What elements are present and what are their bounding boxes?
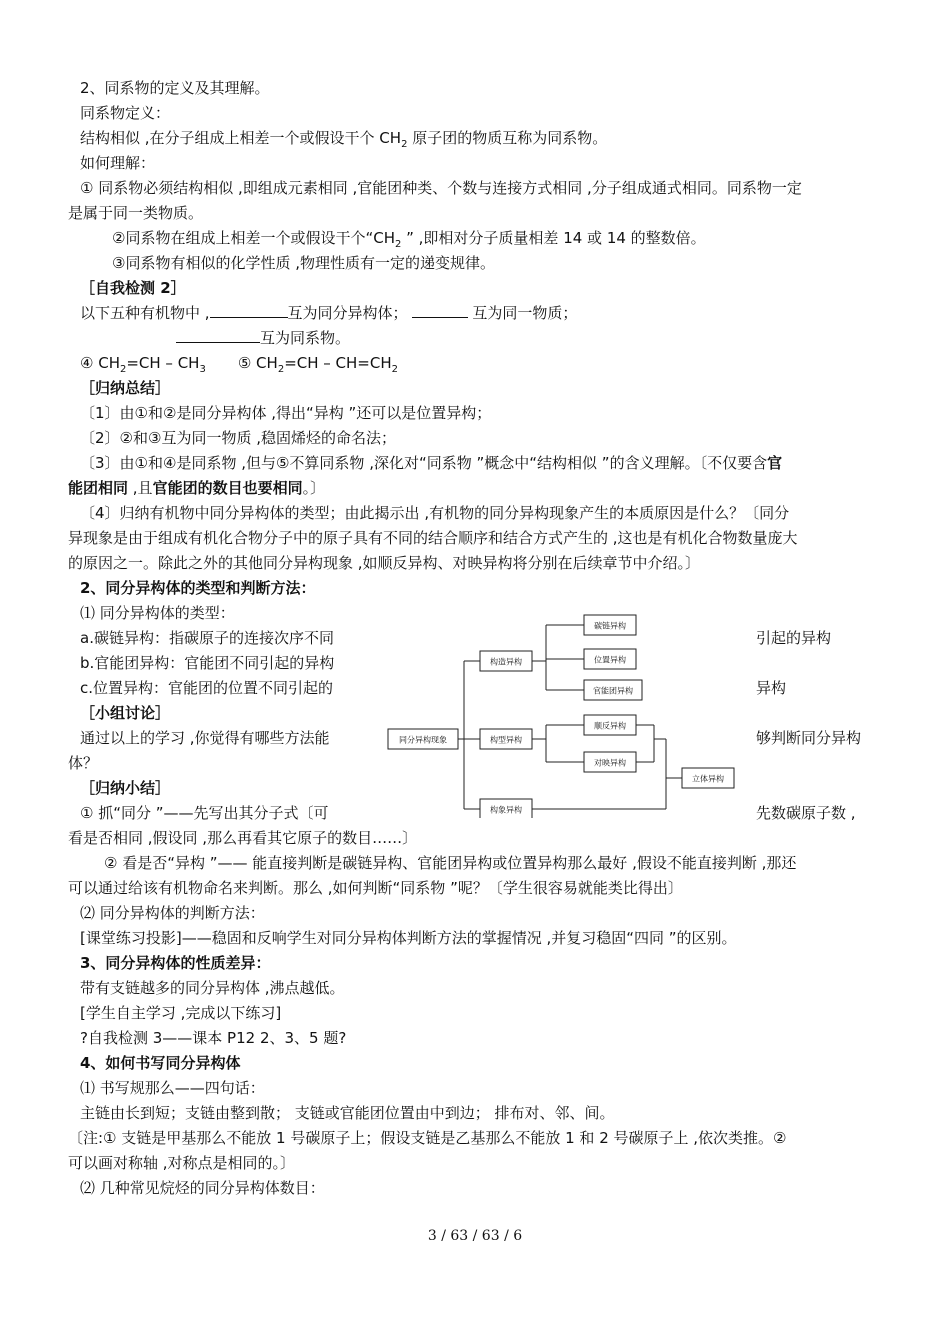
text-line: 异构 xyxy=(756,679,787,697)
text-line: 可以通过给该有机物命名来判断。那么 ,如何判断“同系物 ”呢？〔学生很容易就能类比得出〕 xyxy=(68,879,683,897)
text-line: ③同系物有相似的化学性质 ,物理性质有一定的递变规律。 xyxy=(112,254,495,272)
text-line: ① 抓“同分 ”——先写出其分子式〔可 xyxy=(80,804,329,822)
node-root: 同分异构现象 xyxy=(399,735,447,745)
text-line: 的原因之一。除此之外的其他同分异构现象 ,如顺反异构、对映异构将分别在后续章节中介绍。〕 xyxy=(68,554,701,572)
node-carbon-chain: 碳链异构 xyxy=(594,621,626,631)
page-number: 3 / 63 / 63 / 6 xyxy=(427,1228,523,1244)
text-line: 体？ xyxy=(68,754,99,772)
summary-heading: ［归纳总结］ xyxy=(80,379,171,397)
text-line: [学生自主学习 ,完成以下练习] xyxy=(80,1004,282,1022)
section-heading-homolog-definition: 2、同系物的定义及其理解。 xyxy=(80,79,270,97)
text-line: ⑵ 几种常见烷烃的同分异构体数目： xyxy=(80,1179,325,1197)
fill-blank-line: 以下五种有机物中 , 互为同分异构体； 互为同一物质； xyxy=(80,304,578,322)
node-enantiomer: 对映异构 xyxy=(594,758,626,768)
text-line: 看是否相同 ,假设同 ,那么再看其它原子的数目……〕 xyxy=(68,829,418,847)
node-functional: 官能团异构 xyxy=(593,686,633,696)
section-heading-writing-isomers: 4、如何书写同分异构体 xyxy=(80,1054,241,1072)
text-line: [课堂练习投影]——稳固和反响学生对同分异构体判断方法的掌握情况 ,并复习稳固“四同 ”的区别。 xyxy=(80,929,737,947)
text-line: ⑴ 书写规那么——四句话： xyxy=(80,1079,265,1097)
text-line: 〔注:① 支链是甲基那么不能放 1 号碳原子上；假设支链是乙基那么不能放 1 和 2 号碳原子上 ,依次类推。② xyxy=(68,1129,787,1147)
text-line: ① 同系物必须结构相似 ,即组成元素相同 ,官能团种类、个数与连接方式相同 ,分子组成通式相同。同系物一定 xyxy=(80,179,802,197)
text-line: 结构相似 ,在分子组成上相差一个或假设干个 $CH_2$ 原子团的物质互称为同系物。 xyxy=(80,129,608,150)
text-line: 〔2〕②和③互为同一物质 ,稳固烯烃的命名法； xyxy=(80,429,396,447)
formula-line: ④ $CH_2=CH - CH_3$ ⑤ $CH_2=CH - CH=CH_2$ xyxy=(80,354,398,375)
node-configuration: 构型异构 xyxy=(490,735,522,745)
text-line: 够判断同分异构 xyxy=(756,729,862,747)
section-heading-properties: 3、同分异构体的性质差异： xyxy=(80,954,271,972)
node-conformation: 构象异构 xyxy=(490,805,522,815)
node-position: 位置异构 xyxy=(594,655,626,665)
text-line: 带有支链越多的同分异构体 ,沸点越低。 xyxy=(80,979,345,997)
text-line: 能团相同 ,且官能团的数目也要相同。〕 xyxy=(68,479,326,497)
text-line: c.位置异构：官能团的位置不同引起的 xyxy=(80,679,334,697)
text-line: 〔4〕归纳有机物中同分异构体的类型；由此揭示出 ,有机物的同分异构现象产生的本质原因是什么？〔同分 xyxy=(80,504,790,522)
answer-blank[interactable] xyxy=(176,328,260,343)
text-line: 〔3〕由①和④是同系物 ,但与⑤不算同系物 ,深化对“同系物 ”概念中“结构相似 ”的含义理解。〔不仅要含官 xyxy=(80,454,783,472)
answer-blank[interactable] xyxy=(412,303,468,318)
text-line: 先数碳原子数 , xyxy=(756,804,856,822)
text-line: ② 看是否“异构 ”—— 能直接判断是碳链异构、官能团异构或位置异构那么最好 ,假设不能直接判断 ,那还 xyxy=(104,854,797,872)
text-line: ⑴ 同分异构体的类型： xyxy=(80,604,235,622)
text-line: 通过以上的学习 ,你觉得有哪些方法能 xyxy=(80,729,330,747)
node-cis-trans: 顺反异构 xyxy=(594,721,626,731)
text-line: b.官能团异构：官能团不同引起的异构 xyxy=(80,654,335,672)
text-line: 异现象是由于组成有机化合物分子中的原子具有不同的结合顺序和结合方式产生的 ,这也是有机化合物数量庞大 xyxy=(68,529,798,547)
text-line: 引起的异构 xyxy=(756,629,832,647)
text-line: ⑵ 同分异构体的判断方法： xyxy=(80,904,265,922)
text-line: ?自我检测 3——课本 P12 2、3、5 题? xyxy=(80,1029,347,1047)
text-line: 可以画对称轴 ,对称点是相同的。〕 xyxy=(68,1154,296,1172)
text-line: 是属于同一类物质。 xyxy=(68,204,204,222)
section-heading-isomer-types: 2、同分异构体的类型和判断方法： xyxy=(80,579,316,597)
group-discussion-heading: ［小组讨论］ xyxy=(80,704,171,722)
isomerism-classification-diagram xyxy=(386,608,746,818)
self-check-heading: ［自我检测 2］ xyxy=(80,279,186,297)
fill-blank-line: 互为同系物。 xyxy=(176,328,350,348)
text-line: 主链由长到短；支链由整到散； 支链或官能团位置由中到边； 排布对、邻、间。 xyxy=(80,1104,615,1122)
text-line: ②同系物在组成上相差一个或假设干个“$CH_2$ ” ,即相对分子质量相差 14 或 14 的整数倍。 xyxy=(112,229,706,250)
text-line: a.碳链异构：指碳原子的连接次序不同 xyxy=(80,629,334,647)
text-line: 同系物定义： xyxy=(80,104,171,122)
summary-heading: ［归纳小结］ xyxy=(80,779,171,797)
text-line: 如何理解： xyxy=(80,154,156,172)
answer-blank[interactable] xyxy=(210,303,288,318)
text-line: 〔1〕由①和②是同分异构体 ,得出“异构 ”还可以是位置异构； xyxy=(80,404,492,422)
node-structural: 构造异构 xyxy=(490,657,522,667)
node-stereo: 立体异构 xyxy=(692,774,724,784)
